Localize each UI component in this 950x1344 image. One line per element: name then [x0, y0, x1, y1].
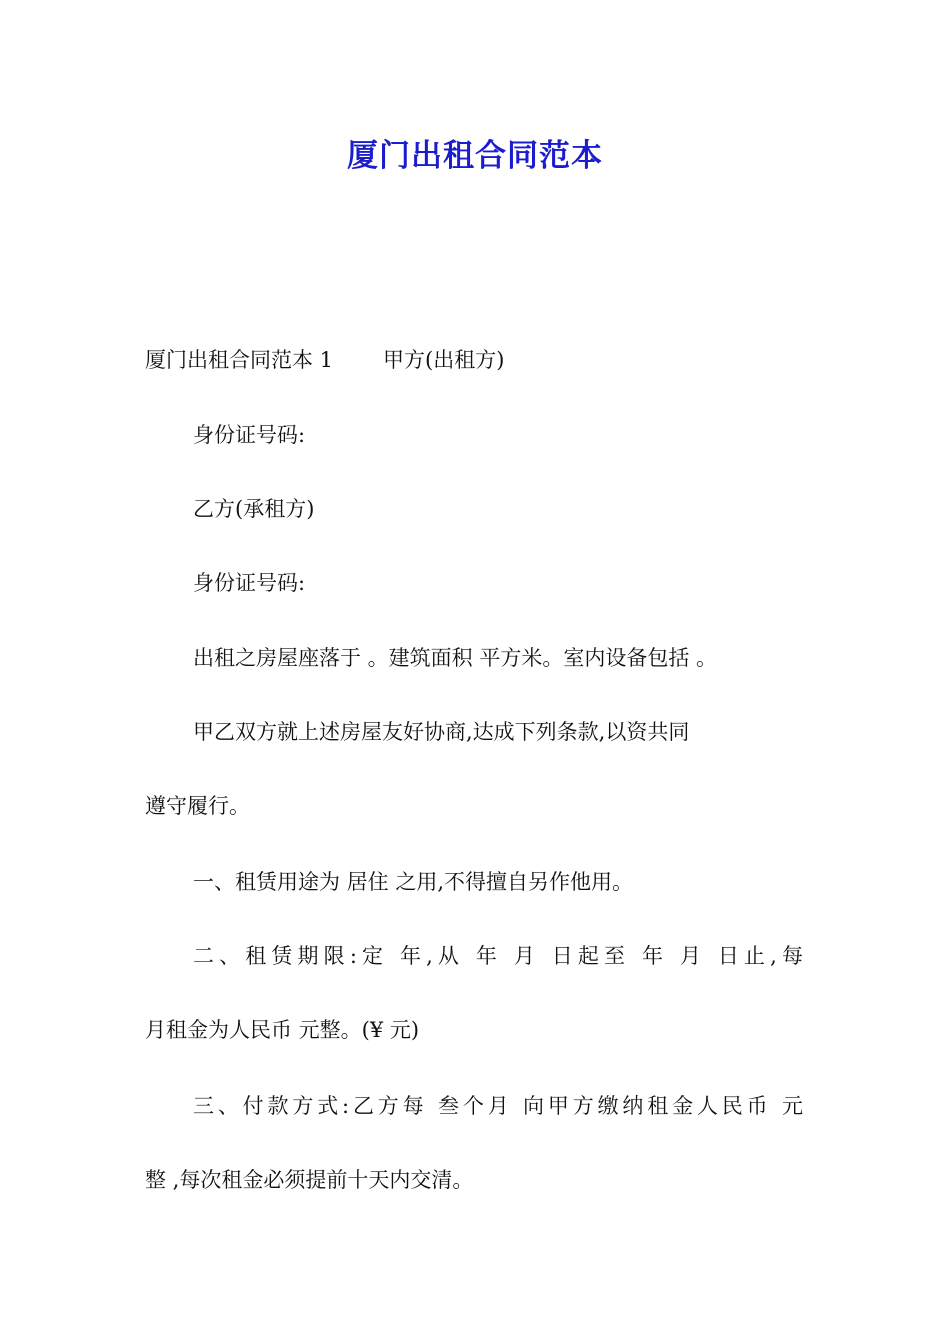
- clause-2-text: 二、租赁期限:定 年,从 年 月 日起至 年 月 日止,每: [193, 944, 803, 968]
- party-b-id-label: 身份证号码:: [193, 571, 306, 595]
- party-b-label: 乙方(承租方): [193, 497, 315, 521]
- clause-2-line2: 月租金为人民币 元整。(¥ 元): [145, 1018, 420, 1042]
- party-a-label: 甲方(出租方): [383, 348, 505, 372]
- document-title: 厦门出租合同范本: [347, 138, 603, 174]
- contract-heading-label: 厦门出租合同范本 1: [145, 348, 334, 372]
- clause-1: 一、租赁用途为 居住 之用,不得擅自另作他用。: [193, 870, 634, 894]
- intro-paragraph-line1: 甲乙双方就上述房屋友好协商,达成下列条款,以资共同: [193, 720, 690, 744]
- property-description: 出租之房屋座落于 。建筑面积 平方米。室内设备包括 。: [193, 646, 718, 670]
- contract-heading-line: [145, 345, 504, 375]
- intro-paragraph-line2: 遵守履行。: [145, 794, 250, 818]
- clause-3-text: 三、付款方式:乙方每 叁个月 向甲方缴纳租金人民币 元: [193, 1094, 803, 1118]
- clause-3-line2: 整 ,每次租金必须提前十天内交清。: [145, 1168, 474, 1192]
- clause-3-line1: [193, 1091, 803, 1121]
- party-a-id-label: 身份证号码:: [193, 423, 306, 447]
- clause-2-line1: [193, 941, 803, 971]
